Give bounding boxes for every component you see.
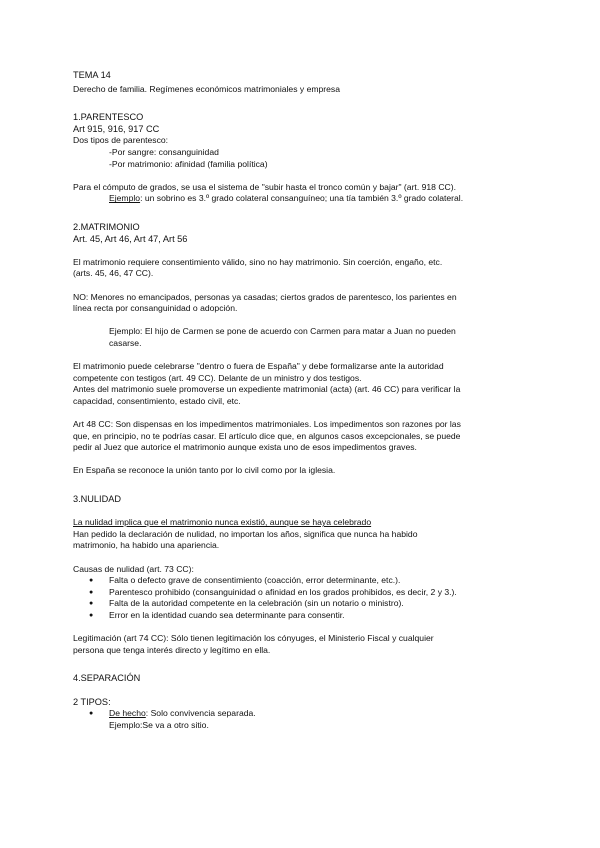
separacion-tipos: 2 TIPOS:: [73, 696, 111, 707]
section-title-parentesco: 1.PARENTESCO: [73, 112, 144, 123]
parentesco-arts: Art 915, 916, 917 CC: [73, 123, 160, 134]
list-item: ● Error en la identidad cuando sea determinante para consentir.: [73, 610, 533, 622]
legitimacion-line2: persona que tenga interés directo y legítimo en ella.: [73, 644, 271, 655]
parentesco-tipo-sangre: -Por sangre: consanguinidad: [109, 146, 219, 157]
matrimonio-consentimiento-arts: (arts. 45, 46, 47 CC).: [73, 268, 154, 279]
art48-line2: que, en principio, no te podrías casar. El artículo dice que, en algunos casos excepcionales, se puede: [73, 430, 461, 441]
de-hecho-text: : Solo convivencia separada.: [145, 708, 256, 719]
ejemplo-label: Ejemplo: [109, 193, 141, 204]
list-item: ● Falta o defecto grave de consentimiento (coacción, error determinante, etc.).: [73, 575, 533, 587]
matrimonio-no-line1: NO: Menores no emancipados, personas ya casadas; ciertos grados de parentesco, los parientes en: [73, 291, 457, 302]
nulidad-causas: Causas de nulidad (art. 73 CC):: [73, 563, 194, 574]
section-title-nulidad: 3.NULIDAD: [73, 494, 121, 504]
document-page: [73, 70, 533, 731]
ejemplo-text: : un sobrino es 3.º grado colateral consanguíneo; una tía también 3.º grado colateral.: [140, 193, 464, 204]
nulidad-desc-line1: Han pedido la declaración de nulidad, no importan los años, significa que nunca ha habido: [73, 528, 418, 539]
matrimonio-expediente-line1: Antes del matrimonio suele promoverse un expediente matrimonial (acta) (art. 46 CC) para verificar la: [73, 384, 461, 395]
list-item: ● Falta de la autoridad competente en la celebración (sin un notario o ministro).: [73, 598, 533, 610]
list-item: [73, 708, 533, 720]
de-hecho-label: De hecho: [109, 708, 146, 719]
de-hecho-ejemplo: Ejemplo:Se va a otro sitio.: [109, 719, 209, 730]
matrimonio-no-line2: línea recta por consanguinidad o adopción.: [73, 303, 238, 314]
nulidad-desc-line2: matrimonio, ha habido una apariencia.: [73, 540, 220, 551]
matrimonio-arts: Art. 45, Art 46, Art 47, Art 56: [73, 233, 188, 244]
document-subtitle: Derecho de familia. Regímenes económicos matrimoniales y empresa: [73, 83, 340, 94]
nulidad-causas-list: [73, 575, 533, 621]
art48-line3: pedir al Juez que autorice el matrimonio aunque exista uno de esos impedimentos graves.: [73, 442, 417, 453]
matrimonio-celebracion-line2: competente con testigos (art. 49 CC). Delante de un ministro y dos testigos.: [73, 372, 362, 383]
parentesco-ejemplo: [73, 193, 533, 205]
matrimonio-ejemplo-line2: casarse.: [109, 337, 142, 348]
matrimonio-celebracion-line1: El matrimonio puede celebrarse "dentro o fuera de España" y debe formalizarse ante la autoridad: [73, 361, 444, 372]
parentesco-tipo-matrimonio: -Por matrimonio: afinidad (familia política): [109, 158, 268, 169]
espana-union: En España se reconoce la unión tanto por lo civil como por la iglesia.: [73, 465, 336, 476]
legitimacion-line1: Legitimación (art 74 CC): Sólo tienen legitimación los cónyuges, el Ministerio Fiscal y cualquier: [73, 633, 434, 644]
section-title-matrimonio: 2.MATRIMONIO: [73, 221, 140, 232]
art48-line1: Art 48 CC: Son dispensas en los impedimentos matrimoniales. Los impedimentos son razones por las: [73, 419, 461, 430]
matrimonio-consentimiento: El matrimonio requiere consentimiento válido, sino no hay matrimonio. Sin coerción, engaño, etc.: [73, 256, 443, 267]
parentesco-computo: Para el cómputo de grados, se usa el sistema de "subir hasta el tronco común y bajar" (art. 918 CC).: [73, 181, 456, 192]
tema-heading: TEMA 14: [73, 70, 111, 80]
parentesco-tipos: Dos tipos de parentesco:: [73, 135, 169, 146]
matrimonio-expediente-line2: capacidad, consentimiento, estado civil, etc.: [73, 395, 241, 406]
list-item: ● Parentesco prohibido (consanguinidad o afinidad en los grados prohibidos, es decir, 2 y 3.).: [73, 587, 533, 599]
section-title-separacion: 4.SEPARACIÓN: [73, 673, 141, 684]
separacion-list: [73, 708, 533, 720]
matrimonio-ejemplo-line1: Ejemplo: El hijo de Carmen se pone de acuerdo con Carmen para matar a Juan no pueden: [109, 326, 456, 337]
nulidad-definicion: La nulidad implica que el matrimonio nunca existió, aunque se haya celebrado: [73, 517, 372, 528]
